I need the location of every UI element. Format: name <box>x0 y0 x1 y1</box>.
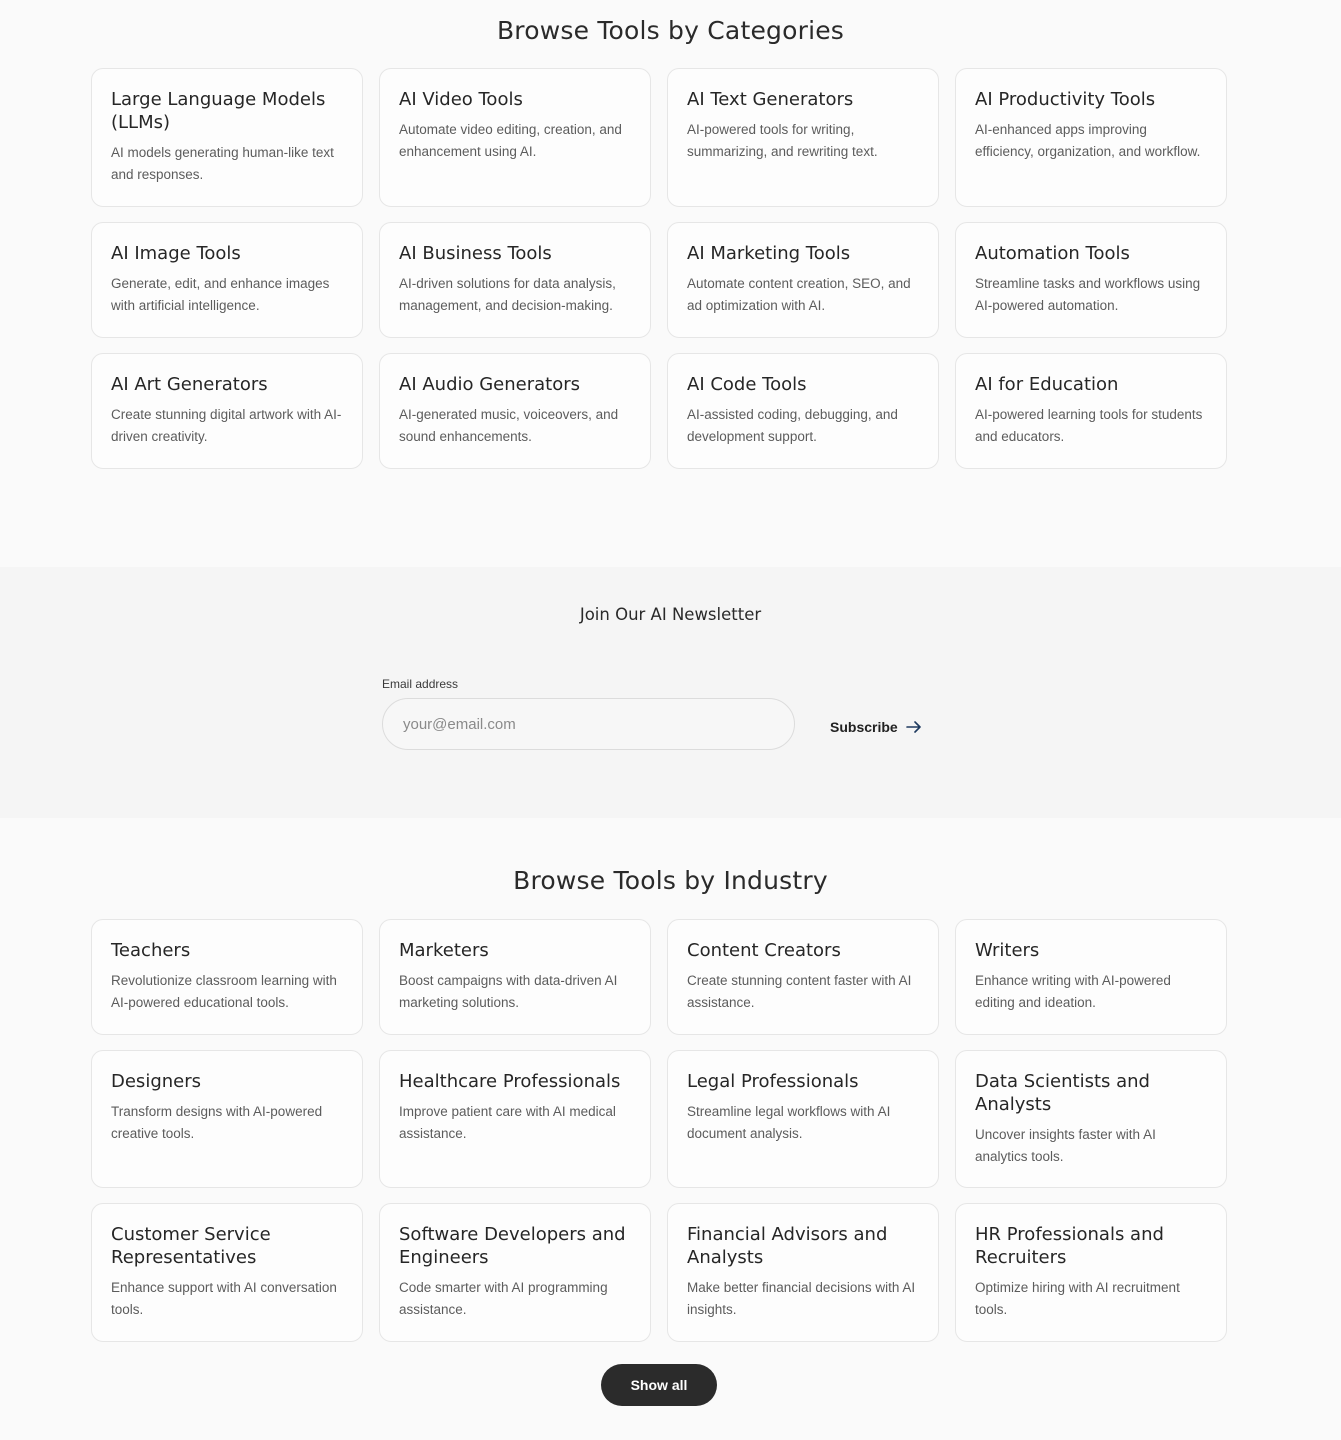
industry-card-financial-advisors[interactable] <box>667 1203 939 1342</box>
industry-card-description: Create stunning content faster with AI assistance. <box>687 973 912 1010</box>
category-card-business[interactable] <box>379 222 651 338</box>
industry-card-title: Writers <box>975 940 1040 961</box>
category-card-description: AI-driven solutions for data analysis, management, and decision-making. <box>399 276 616 313</box>
newsletter-section <box>0 567 1341 818</box>
subscribe-label: Subscribe <box>830 719 898 735</box>
industry-card-title: Content Creators <box>687 940 841 961</box>
category-card-description: AI-powered learning tools for students and educators. <box>975 407 1203 444</box>
category-card-image[interactable] <box>91 222 363 338</box>
category-card-video[interactable] <box>379 68 651 207</box>
industry-card-title: Software Developers and Engineers <box>399 1224 626 1268</box>
categories-heading: Browse Tools by Categories <box>496 16 845 45</box>
category-card-text[interactable] <box>667 68 939 207</box>
category-card-audio[interactable] <box>379 353 651 469</box>
industry-card-description: Boost campaigns with data-driven AI marketing solutions. <box>399 973 618 1010</box>
industry-card-description: Make better financial decisions with AI insights. <box>687 1280 916 1317</box>
category-card-description: Generate, edit, and enhance images with artificial intelligence. <box>111 276 330 313</box>
category-card-title: AI Text Generators <box>687 89 854 110</box>
category-card-title: AI Image Tools <box>111 243 241 264</box>
category-card-title: AI Code Tools <box>687 374 807 395</box>
industry-card-description: Streamline legal workflows with AI document analysis. <box>687 1104 891 1141</box>
category-card-title: AI Business Tools <box>399 243 552 264</box>
email-label: Email address <box>382 677 459 691</box>
industry-card-content-creators[interactable] <box>667 919 939 1035</box>
category-card-llms[interactable] <box>91 68 363 207</box>
category-card-description: Streamline tasks and workflows using AI-powered automation. <box>975 276 1201 313</box>
category-card-title: AI Art Generators <box>111 374 268 395</box>
category-card-description: AI-enhanced apps improving efficiency, organization, and workflow. <box>975 122 1201 159</box>
industry-card-hr-professionals[interactable] <box>955 1203 1227 1342</box>
industry-card-marketers[interactable] <box>379 919 651 1035</box>
category-card-title: AI Audio Generators <box>399 374 581 395</box>
category-card-description: AI-powered tools for writing, summarizing, and rewriting text. <box>687 122 878 159</box>
categories-grid <box>91 68 1227 469</box>
industry-card-description: Code smarter with AI programming assistance. <box>399 1280 608 1317</box>
email-input[interactable] <box>382 698 795 750</box>
industry-card-title: Marketers <box>399 940 489 961</box>
industry-card-software-developers[interactable] <box>379 1203 651 1342</box>
industry-card-description: Enhance writing with AI-powered editing and ideation. <box>975 973 1171 1010</box>
industry-card-title: HR Professionals and Recruiters <box>975 1224 1164 1268</box>
subscribe-button[interactable] <box>830 715 922 739</box>
category-card-automation[interactable] <box>955 222 1227 338</box>
industry-card-legal[interactable] <box>667 1050 939 1188</box>
category-card-description: Automate video editing, creation, and enhancement using AI. <box>399 122 622 159</box>
category-card-description: AI-generated music, voiceovers, and sound enhancements. <box>399 407 619 444</box>
category-card-title: AI for Education <box>975 374 1119 395</box>
category-card-title: Automation Tools <box>975 243 1130 264</box>
industry-card-description: Transform designs with AI-powered creative tools. <box>111 1104 323 1141</box>
category-card-art[interactable] <box>91 353 363 469</box>
industry-card-description: Optimize hiring with AI recruitment tools. <box>975 1280 1180 1317</box>
industry-card-designers[interactable] <box>91 1050 363 1188</box>
industry-card-healthcare[interactable] <box>379 1050 651 1188</box>
industry-card-title: Financial Advisors and Analysts <box>687 1224 888 1268</box>
category-card-title: AI Productivity Tools <box>975 89 1156 110</box>
arrow-right-icon <box>906 721 922 733</box>
industry-card-description: Revolutionize classroom learning with AI-powered educational tools. <box>111 973 337 1010</box>
category-card-code[interactable] <box>667 353 939 469</box>
category-card-title: AI Video Tools <box>399 89 523 110</box>
industries-grid <box>91 919 1227 1342</box>
industry-card-description: Uncover insights faster with AI analytics tools. <box>975 1127 1156 1164</box>
show-all-button[interactable]: Show all <box>601 1364 717 1406</box>
category-card-description: AI models generating human-like text and responses. <box>111 145 334 182</box>
industry-card-title: Designers <box>111 1071 201 1092</box>
industry-card-description: Improve patient care with AI medical assistance. <box>399 1104 616 1141</box>
industry-card-title: Data Scientists and Analysts <box>975 1071 1150 1115</box>
industry-card-data-scientists[interactable] <box>955 1050 1227 1188</box>
industries-heading: Browse Tools by Industry <box>513 866 828 895</box>
industry-card-customer-service[interactable] <box>91 1203 363 1342</box>
category-card-description: Create stunning digital artwork with AI-driven creativity. <box>111 407 342 444</box>
category-card-productivity[interactable] <box>955 68 1227 207</box>
category-card-description: Automate content creation, SEO, and ad optimization with AI. <box>687 276 911 313</box>
category-card-marketing[interactable] <box>667 222 939 338</box>
industry-card-description: Enhance support with AI conversation tools. <box>111 1280 337 1317</box>
newsletter-heading: Join Our AI Newsletter <box>579 605 762 624</box>
industry-card-title: Teachers <box>111 940 191 961</box>
industry-card-teachers[interactable] <box>91 919 363 1035</box>
category-card-title: Large Language Models (LLMs) <box>111 89 326 133</box>
industry-card-title: Legal Professionals <box>687 1071 859 1092</box>
industry-card-title: Customer Service Representatives <box>111 1224 271 1268</box>
category-card-description: AI-assisted coding, debugging, and development support. <box>687 407 898 444</box>
industry-card-title: Healthcare Professionals <box>399 1071 621 1092</box>
category-card-title: AI Marketing Tools <box>687 243 851 264</box>
category-card-education[interactable] <box>955 353 1227 469</box>
industry-card-writers[interactable] <box>955 919 1227 1035</box>
